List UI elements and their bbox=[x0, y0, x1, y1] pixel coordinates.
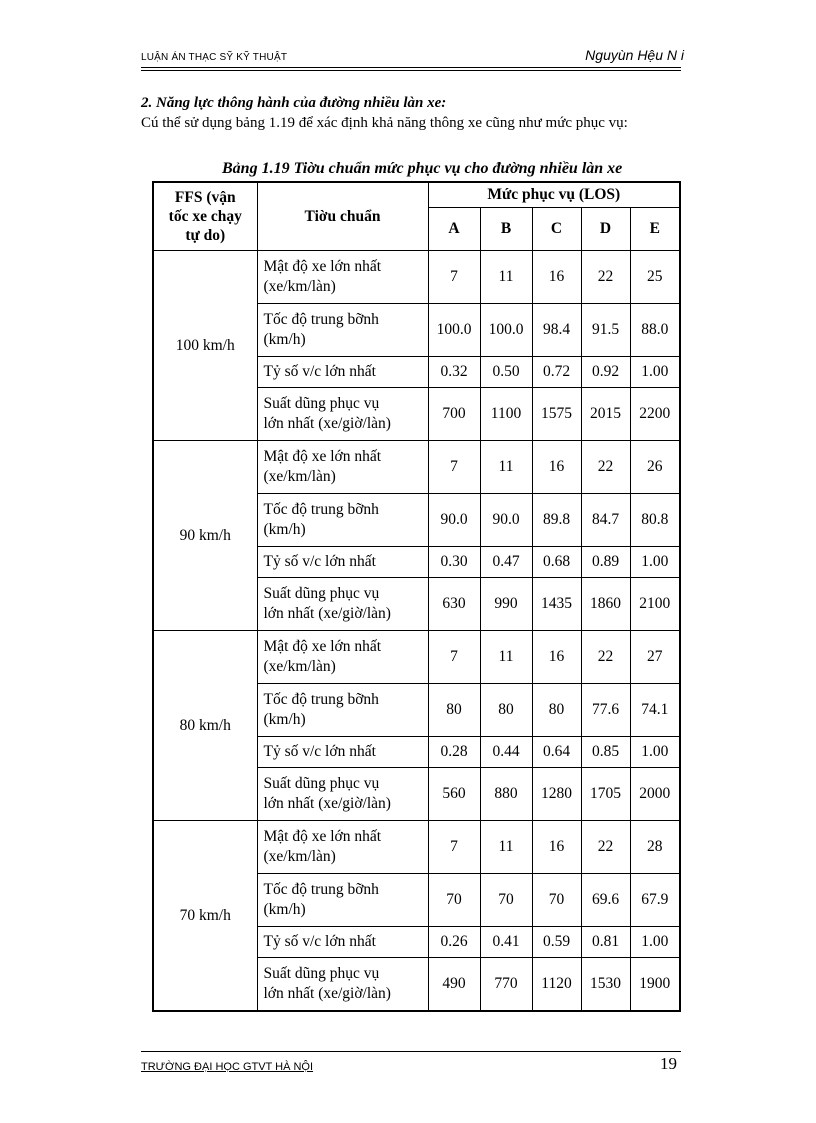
value-cell: 560 bbox=[428, 768, 480, 821]
criteria-cell: Suất dũng phục vụ lớn nhất (xe/giờ/làn) bbox=[257, 958, 428, 1012]
criteria-cell: Tốc độ trung bỡnh (km/h) bbox=[257, 874, 428, 927]
value-cell: 0.92 bbox=[581, 357, 630, 388]
value-cell: 16 bbox=[532, 441, 581, 494]
value-cell: 91.5 bbox=[581, 304, 630, 357]
value-cell: 1.00 bbox=[630, 357, 680, 388]
criteria-cell: Tốc độ trung bỡnh (km/h) bbox=[257, 304, 428, 357]
value-cell: 770 bbox=[480, 958, 532, 1012]
value-cell: 0.44 bbox=[480, 737, 532, 768]
value-cell: 490 bbox=[428, 958, 480, 1012]
value-cell: 70 bbox=[532, 874, 581, 927]
value-cell: 0.28 bbox=[428, 737, 480, 768]
value-cell: 1120 bbox=[532, 958, 581, 1012]
criteria-cell: Tỷ số v/c lớn nhất bbox=[257, 927, 428, 958]
ffs-header: FFS (vận tốc xe chạy tự do) bbox=[153, 182, 257, 251]
ffs-speed-cell: 70 km/h bbox=[153, 821, 257, 1012]
value-cell: 89.8 bbox=[532, 494, 581, 547]
running-header-author: Nguyùn Hệu N i bbox=[585, 47, 684, 63]
criteria-cell: Mật độ xe lớn nhất (xe/km/làn) bbox=[257, 251, 428, 304]
value-cell: 22 bbox=[581, 251, 630, 304]
table-caption: Bảng 1.19 Tiờu chuẩn mức phục vụ cho đường nhiều làn xe bbox=[222, 160, 623, 177]
value-cell: 80 bbox=[480, 684, 532, 737]
table-row bbox=[153, 631, 680, 684]
value-cell: 80 bbox=[532, 684, 581, 737]
value-cell: 27 bbox=[630, 631, 680, 684]
value-cell: 26 bbox=[630, 441, 680, 494]
value-cell: 7 bbox=[428, 631, 480, 684]
los-level-header: B bbox=[480, 208, 532, 251]
value-cell: 630 bbox=[428, 578, 480, 631]
value-cell: 1530 bbox=[581, 958, 630, 1012]
value-cell: 7 bbox=[428, 821, 480, 874]
los-level-header: E bbox=[630, 208, 680, 251]
value-cell: 1705 bbox=[581, 768, 630, 821]
value-cell: 2015 bbox=[581, 388, 630, 441]
value-cell: 70 bbox=[480, 874, 532, 927]
section-heading: 2. Năng lực thông hành của đường nhiều làn xe: bbox=[141, 95, 447, 111]
value-cell: 2200 bbox=[630, 388, 680, 441]
value-cell: 0.47 bbox=[480, 547, 532, 578]
criteria-cell: Mật độ xe lớn nhất (xe/km/làn) bbox=[257, 821, 428, 874]
criteria-cell: Tỷ số v/c lớn nhất bbox=[257, 357, 428, 388]
footer-rule bbox=[141, 1051, 681, 1052]
criteria-cell: Tốc độ trung bỡnh (km/h) bbox=[257, 494, 428, 547]
value-cell: 700 bbox=[428, 388, 480, 441]
value-cell: 1575 bbox=[532, 388, 581, 441]
value-cell: 25 bbox=[630, 251, 680, 304]
value-cell: 11 bbox=[480, 821, 532, 874]
value-cell: 70 bbox=[428, 874, 480, 927]
page-number: 19 bbox=[660, 1054, 677, 1073]
value-cell: 0.64 bbox=[532, 737, 581, 768]
value-cell: 22 bbox=[581, 631, 630, 684]
value-cell: 0.68 bbox=[532, 547, 581, 578]
value-cell: 1860 bbox=[581, 578, 630, 631]
value-cell: 0.81 bbox=[581, 927, 630, 958]
value-cell: 1.00 bbox=[630, 737, 680, 768]
criteria-cell: Suất dũng phục vụ lớn nhất (xe/giờ/làn) bbox=[257, 768, 428, 821]
value-cell: 11 bbox=[480, 251, 532, 304]
value-cell: 0.59 bbox=[532, 927, 581, 958]
value-cell: 1280 bbox=[532, 768, 581, 821]
los-table bbox=[152, 181, 681, 1012]
table-row bbox=[153, 441, 680, 494]
criteria-cell: Tỷ số v/c lớn nhất bbox=[257, 547, 428, 578]
value-cell: 88.0 bbox=[630, 304, 680, 357]
value-cell: 16 bbox=[532, 631, 581, 684]
value-cell: 80.8 bbox=[630, 494, 680, 547]
value-cell: 16 bbox=[532, 821, 581, 874]
criteria-cell: Mật độ xe lớn nhất (xe/km/làn) bbox=[257, 441, 428, 494]
value-cell: 77.6 bbox=[581, 684, 630, 737]
table-row bbox=[153, 821, 680, 874]
value-cell: 1435 bbox=[532, 578, 581, 631]
value-cell: 0.30 bbox=[428, 547, 480, 578]
value-cell: 84.7 bbox=[581, 494, 630, 547]
table-row bbox=[153, 251, 680, 304]
value-cell: 22 bbox=[581, 441, 630, 494]
value-cell: 7 bbox=[428, 441, 480, 494]
value-cell: 1.00 bbox=[630, 927, 680, 958]
los-level-header: A bbox=[428, 208, 480, 251]
value-cell: 1.00 bbox=[630, 547, 680, 578]
value-cell: 2100 bbox=[630, 578, 680, 631]
value-cell: 11 bbox=[480, 441, 532, 494]
value-cell: 990 bbox=[480, 578, 532, 631]
value-cell: 11 bbox=[480, 631, 532, 684]
value-cell: 2000 bbox=[630, 768, 680, 821]
value-cell: 28 bbox=[630, 821, 680, 874]
value-cell: 0.32 bbox=[428, 357, 480, 388]
section-paragraph: Cú thể sử dụng bảng 1.19 để xác định khả năng thông xe cũng như mức phục vụ: bbox=[141, 115, 628, 131]
value-cell: 67.9 bbox=[630, 874, 680, 927]
value-cell: 90.0 bbox=[428, 494, 480, 547]
value-cell: 69.6 bbox=[581, 874, 630, 927]
ffs-speed-cell: 90 km/h bbox=[153, 441, 257, 631]
value-cell: 22 bbox=[581, 821, 630, 874]
footer-institution: TRƯỜNG ĐẠI HỌC GTVT HÀ NỘI bbox=[141, 1061, 314, 1073]
value-cell: 74.1 bbox=[630, 684, 680, 737]
criteria-cell: Tỷ số v/c lớn nhất bbox=[257, 737, 428, 768]
criteria-cell: Mật độ xe lớn nhất (xe/km/làn) bbox=[257, 631, 428, 684]
value-cell: 7 bbox=[428, 251, 480, 304]
los-level-header: D bbox=[581, 208, 630, 251]
value-cell: 100.0 bbox=[428, 304, 480, 357]
table-header-row bbox=[153, 182, 680, 208]
ffs-speed-cell: 80 km/h bbox=[153, 631, 257, 821]
value-cell: 98.4 bbox=[532, 304, 581, 357]
value-cell: 0.26 bbox=[428, 927, 480, 958]
criteria-cell: Suất dũng phục vụ lớn nhất (xe/giờ/làn) bbox=[257, 578, 428, 631]
running-header-title: LUẬN ÁN THẠC SỸ KỸ THUẬT bbox=[141, 52, 288, 63]
los-level-header: C bbox=[532, 208, 581, 251]
criteria-cell: Suất dũng phục vụ lớn nhất (xe/giờ/làn) bbox=[257, 388, 428, 441]
criteria-header: Tiờu chuẩn bbox=[257, 182, 428, 251]
criteria-cell: Tốc độ trung bỡnh (km/h) bbox=[257, 684, 428, 737]
value-cell: 0.72 bbox=[532, 357, 581, 388]
value-cell: 100.0 bbox=[480, 304, 532, 357]
los-header: Mức phục vụ (LOS) bbox=[428, 182, 680, 208]
header-rule bbox=[141, 67, 681, 71]
value-cell: 90.0 bbox=[480, 494, 532, 547]
value-cell: 0.85 bbox=[581, 737, 630, 768]
value-cell: 0.89 bbox=[581, 547, 630, 578]
ffs-speed-cell: 100 km/h bbox=[153, 251, 257, 441]
value-cell: 1900 bbox=[630, 958, 680, 1012]
value-cell: 16 bbox=[532, 251, 581, 304]
value-cell: 80 bbox=[428, 684, 480, 737]
value-cell: 0.41 bbox=[480, 927, 532, 958]
value-cell: 1100 bbox=[480, 388, 532, 441]
value-cell: 0.50 bbox=[480, 357, 532, 388]
value-cell: 880 bbox=[480, 768, 532, 821]
